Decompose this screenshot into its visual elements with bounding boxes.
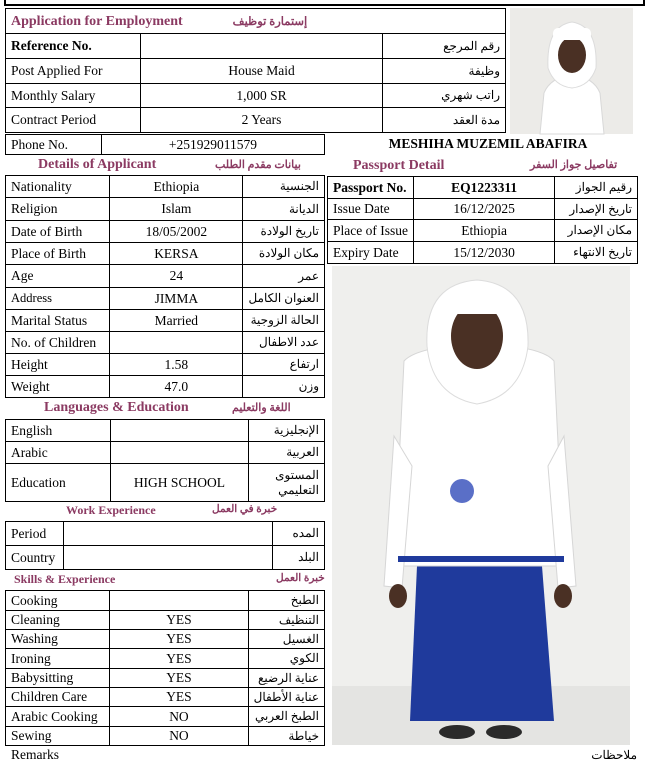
skill-label: Cleaning: [6, 611, 110, 630]
field-label: Date of Birth: [6, 221, 110, 243]
field-value: Ethiopia: [110, 176, 243, 198]
work-label: Country: [6, 546, 64, 570]
remarks-label-ar: ملاحظات: [591, 748, 637, 762]
skill-label: Ironing: [6, 649, 110, 669]
skill-value: YES: [110, 611, 248, 630]
field-label: Address: [6, 288, 110, 310]
field-label-ar: عمر: [243, 265, 325, 288]
applicant-row: [6, 288, 325, 310]
app-label: Contract Period: [6, 108, 141, 133]
skill-value: YES: [110, 669, 248, 688]
applicant-row: [6, 243, 325, 265]
title-ar-cell: [232, 9, 506, 34]
application-table: [5, 8, 506, 133]
lang-label: English: [6, 420, 111, 442]
passport-label-ar: تاريخ الإصدار: [555, 199, 638, 220]
skill-label-ar: الطبخ: [248, 591, 324, 611]
languages-title-en: Languages & Education: [44, 400, 189, 415]
app-label-ar: رقم المرجع: [383, 34, 506, 59]
languages-title-ar: اللغة والتعليم: [232, 402, 291, 414]
portrait-image: [510, 8, 633, 134]
applicant-row: [6, 221, 325, 243]
field-label: Nationality: [6, 176, 110, 198]
work-title-ar: خبرة في العمل: [212, 504, 278, 515]
passport-label: Passport No.: [328, 177, 414, 199]
work-value: [63, 522, 272, 546]
skill-value: YES: [110, 649, 248, 669]
skill-label: Children Care: [6, 688, 110, 707]
app-label: Reference No.: [6, 34, 141, 59]
app-value: [140, 34, 382, 59]
skill-row: [6, 611, 325, 630]
field-label: Height: [6, 354, 110, 376]
work-value: [63, 546, 272, 570]
applicant-row: [6, 376, 325, 398]
app-label-ar: راتب شهري: [383, 84, 506, 108]
skill-label: Washing: [6, 630, 110, 649]
field-value: Married: [110, 310, 243, 332]
lang-label-ar: العربية: [249, 442, 325, 464]
skill-label-ar: الغسيل: [248, 630, 324, 649]
passport-value: Ethiopia: [413, 220, 554, 242]
lang-value: [110, 442, 249, 464]
app-value: 1,000 SR: [140, 84, 382, 108]
phone-value: +251929011579: [101, 135, 324, 155]
field-value: 24: [110, 265, 243, 288]
lang-label: Arabic: [6, 442, 111, 464]
field-value: Islam: [110, 198, 243, 221]
field-label-ar: عدد الاطفال: [243, 332, 325, 354]
lang-label-ar: المستوى التعليمي: [249, 464, 325, 502]
languages-table: [5, 419, 325, 502]
field-value: JIMMA: [110, 288, 243, 310]
skill-label: Sewing: [6, 727, 110, 746]
field-label: Weight: [6, 376, 110, 398]
passport-value: 16/12/2025: [413, 199, 554, 220]
candidate-name: MESHIHA MUZEMIL ABAFIRA: [388, 136, 588, 151]
skill-label-ar: عناية الرضيع: [248, 669, 324, 688]
field-value: 1.58: [110, 354, 243, 376]
passport-value: EQ1223311: [413, 177, 554, 199]
app-value: 2 Years: [140, 108, 382, 133]
skill-label-ar: التنظيف: [248, 611, 324, 630]
work-row: [6, 522, 325, 546]
skill-row: [6, 649, 325, 669]
field-label-ar: الحالة الزوجية: [243, 310, 325, 332]
field-label-ar: مكان الولادة: [243, 243, 325, 265]
remarks-label: Remarks: [11, 747, 59, 762]
skill-value: YES: [110, 630, 248, 649]
app-label-ar: مدة العقد: [383, 108, 506, 133]
skill-row: [6, 591, 325, 611]
passport-label-ar: رقيم الجواز: [555, 177, 638, 199]
field-value: 18/05/2002: [110, 221, 243, 243]
app-row: [6, 59, 506, 84]
skill-label-ar: الطبخ العربي: [248, 707, 324, 727]
lang-label: Education: [6, 464, 111, 502]
skill-row: [6, 688, 325, 707]
passport-label: Issue Date: [328, 199, 414, 220]
field-value: KERSA: [110, 243, 243, 265]
app-label-ar: وظيفة: [383, 59, 506, 84]
passport-label-ar: مكان الإصدار: [555, 220, 638, 242]
applicant-row: [6, 198, 325, 221]
skill-row: [6, 630, 325, 649]
skill-label: Babysitting: [6, 669, 110, 688]
field-label-ar: الديانة: [243, 198, 325, 221]
applicant-table: [5, 175, 325, 398]
field-label-ar: العنوان الكامل: [243, 288, 325, 310]
applicant-title-ar: بيانات مقدم الطلب: [215, 159, 301, 171]
field-label-ar: تاريخ الولادة: [243, 221, 325, 243]
applicant-row: [6, 310, 325, 332]
field-label-ar: الجنسية: [243, 176, 325, 198]
skill-label-ar: عناية الأطفال: [248, 688, 324, 707]
top-border: [4, 0, 645, 6]
passport-row: [328, 220, 638, 242]
remarks-row: [5, 745, 645, 766]
skill-label: Cooking: [6, 591, 110, 611]
field-label: Marital Status: [6, 310, 110, 332]
skill-row: [6, 669, 325, 688]
title-cell: [6, 9, 383, 34]
skill-row: [6, 727, 325, 746]
field-value: [110, 332, 243, 354]
skills-title-ar: خبرة العمل: [276, 573, 325, 584]
field-label: Religion: [6, 198, 110, 221]
title-ar: إستمارة توظيف: [232, 15, 308, 28]
passport-row: [328, 199, 638, 220]
applicant-title-en: Details of Applicant: [38, 157, 157, 172]
applicant-photo-full: [332, 266, 630, 745]
field-label-ar: وزن: [243, 376, 325, 398]
passport-title-ar: تفاصيل جواز السفر: [530, 159, 618, 171]
passport-label: Expiry Date: [328, 242, 414, 264]
language-row: [6, 442, 325, 464]
lang-value: [110, 420, 249, 442]
lang-label-ar: الإنجليزية: [249, 420, 325, 442]
app-row: [6, 34, 506, 59]
passport-row: [328, 242, 638, 264]
app-row: [6, 108, 506, 133]
passport-value: 15/12/2030: [413, 242, 554, 264]
lang-value: HIGH SCHOOL: [110, 464, 249, 502]
app-row: [6, 84, 506, 108]
app-value: House Maid: [140, 59, 382, 84]
skill-value: YES: [110, 688, 248, 707]
skills-table: [5, 590, 325, 746]
applicant-photo-small: [510, 8, 633, 134]
language-row: [6, 420, 325, 442]
passport-title-en: Passport Detail: [353, 158, 445, 173]
skills-title-en: Skills & Experience: [14, 572, 116, 586]
skill-row: [6, 707, 325, 727]
skill-label-ar: خياطة: [248, 727, 324, 746]
app-label: Post Applied For: [6, 59, 141, 84]
skill-value: [110, 591, 248, 611]
language-row: [6, 464, 325, 502]
work-label: Period: [6, 522, 64, 546]
title-en: Application for Employment: [11, 13, 183, 29]
applicant-row: [6, 332, 325, 354]
phone-label: Phone No.: [6, 135, 102, 155]
work-label-ar: المده: [273, 522, 325, 546]
field-label: No. of Children: [6, 332, 110, 354]
applicant-row: [6, 354, 325, 376]
skill-label: Arabic Cooking: [6, 707, 110, 727]
field-label: Place of Birth: [6, 243, 110, 265]
field-label-ar: ارتفاع: [243, 354, 325, 376]
applicant-row: [6, 265, 325, 288]
work-table: [5, 521, 325, 570]
field-label: Age: [6, 265, 110, 288]
work-label-ar: البلد: [273, 546, 325, 570]
passport-label-ar: تاريخ الانتهاء: [555, 242, 638, 264]
skill-value: NO: [110, 707, 248, 727]
work-row: [6, 546, 325, 570]
field-value: 47.0: [110, 376, 243, 398]
skill-label-ar: الكوي: [248, 649, 324, 669]
applicant-row: [6, 176, 325, 198]
passport-row: [328, 177, 638, 199]
app-label: Monthly Salary: [6, 84, 141, 108]
skill-value: NO: [110, 727, 248, 746]
passport-label: Place of Issue: [328, 220, 414, 242]
full-body-image: [332, 266, 630, 745]
work-title-en: Work Experience: [66, 503, 156, 517]
phone-table: [5, 134, 325, 155]
passport-table: [327, 176, 638, 264]
